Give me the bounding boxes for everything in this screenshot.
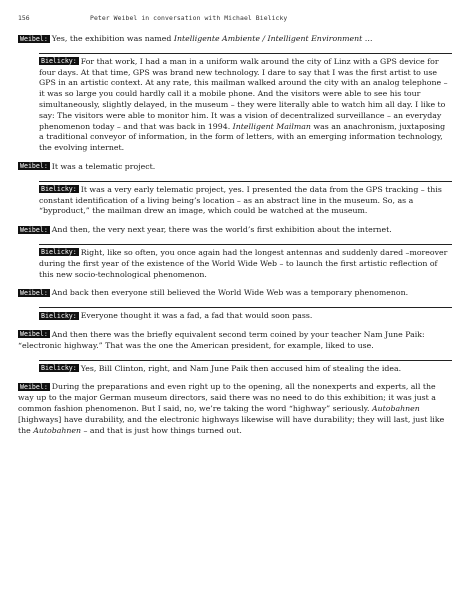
- turn-text: …: [362, 34, 373, 43]
- turn-text: was an anachronism, juxtaposing a traditional conveyor of information, in the form of letters, with an emerging information technology, the evolving internet.: [39, 121, 446, 153]
- turn-text: And back then everyone still believed the World Wide Web was a temporary phenomenon.: [51, 288, 409, 298]
- weibel-turn: [18, 225, 452, 236]
- turn-gap: [18, 322, 452, 330]
- bielicky-turn: [39, 307, 452, 322]
- bielicky-turn: [39, 244, 452, 280]
- turn-gap: [18, 173, 452, 181]
- speaker-label: Weibel:: [20, 162, 48, 171]
- italic-title: Intelligent Mailman: [232, 121, 311, 131]
- turn-text: Right, like so often, you once again had the longest antennas and suddenly dared –moreover during the first year of the existence of the World Wide Web – to launch the first artistic reflection of this new socio-technological phenomenon.: [39, 247, 448, 279]
- speaker-label: Bielicky:: [41, 57, 77, 66]
- italic-title: Autobahnen: [371, 403, 420, 413]
- turn-text: For that work, I had a man in a uniform walk around the city of Linz with a GPS device for four days. At that time, GPS was brand new technology. I dare to say that I was the first artist to use GPS in an artistic context. At any rate, this mailman walked around the city with an analog telephone – it was so large you could hardly call it a mobile phone. And the visitors were able to see his tour simultaneously, slightly delayed, in the museum – they were literally able to watch him all day. I like to say: The visitors were able to monitor him. It was a vision of decentralized surveillance – an everyday phenomenon today – and that was back in 1994.: [39, 56, 448, 131]
- speaker-label: Bielicky:: [41, 185, 77, 194]
- speaker-label: Weibel:: [20, 330, 48, 339]
- turn-gap: [18, 299, 452, 307]
- speaker-label: Weibel:: [20, 34, 48, 43]
- bielicky-turn: [39, 181, 452, 217]
- weibel-turn: [18, 162, 452, 173]
- turn-text: It was a telematic project.: [51, 161, 156, 171]
- italic-title: Autobahnen: [33, 425, 82, 435]
- weibel-turn: [18, 382, 452, 436]
- turn-text: Yes, Bill Clinton, right, and Nam June Paik then accused him of stealing the idea.: [80, 363, 402, 373]
- speaker-label: Weibel:: [20, 288, 48, 297]
- page-number: 156: [18, 14, 30, 22]
- interview-body: [18, 34, 452, 436]
- turn-text: [highways] have durability, and the electronic highways likewise will have durability; they will last, just like the: [18, 414, 445, 435]
- turn-text: During the preparations and even right up to the opening, all the nonexperts and experts, all the way up to the major German museum directors, said there was no need to do this exhibition; it was just a common fashion phenomenon. But I said, no, we’re taking the word “highway” seriously.: [18, 382, 436, 413]
- bielicky-turn: [39, 360, 452, 375]
- turn-gap: [18, 280, 452, 288]
- weibel-turn: [18, 34, 452, 45]
- turn-text: Yes, the exhibition was named: [51, 34, 174, 43]
- weibel-turn: [18, 288, 452, 299]
- turn-text: – and that is just how things turned out.: [81, 425, 242, 435]
- speaker-label: Weibel:: [20, 225, 48, 234]
- italic-title: Intelligente Ambiente / Intelligent Environment: [173, 34, 363, 43]
- speaker-label: Bielicky:: [41, 248, 77, 257]
- speaker-label: Bielicky:: [41, 364, 77, 373]
- running-head: Peter Weibel in conversation with Michael Bielicky: [90, 14, 288, 22]
- turn-gap: [18, 45, 452, 53]
- turn-gap: [18, 374, 452, 382]
- bielicky-turn: [39, 53, 452, 154]
- turn-text: And then there was the briefly equivalent second term coined by your teacher Nam June Paik: “electronic highway.” That was the one the American president, for example, liked to use.: [18, 329, 425, 350]
- weibel-turn: [18, 330, 452, 352]
- turn-text: And then, the very next year, there was the world’s first exhibition about the internet.: [51, 225, 392, 235]
- turn-gap: [18, 154, 452, 162]
- speaker-label: Bielicky:: [41, 311, 77, 320]
- turn-text: It was a very early telematic project, yes. I presented the data from the GPS tracking – this constant identification of a living being’s location – as an abstract line in the museum. So, as a “byproduct,” the mailman drew an image, which could be watched at the museum.: [39, 184, 442, 216]
- turn-gap: [18, 236, 452, 244]
- turn-gap: [18, 217, 452, 225]
- speaker-label: Weibel:: [20, 382, 48, 391]
- turn-text: Everyone thought it was a fad, a fad that would soon pass.: [80, 311, 313, 321]
- turn-gap: [18, 352, 452, 360]
